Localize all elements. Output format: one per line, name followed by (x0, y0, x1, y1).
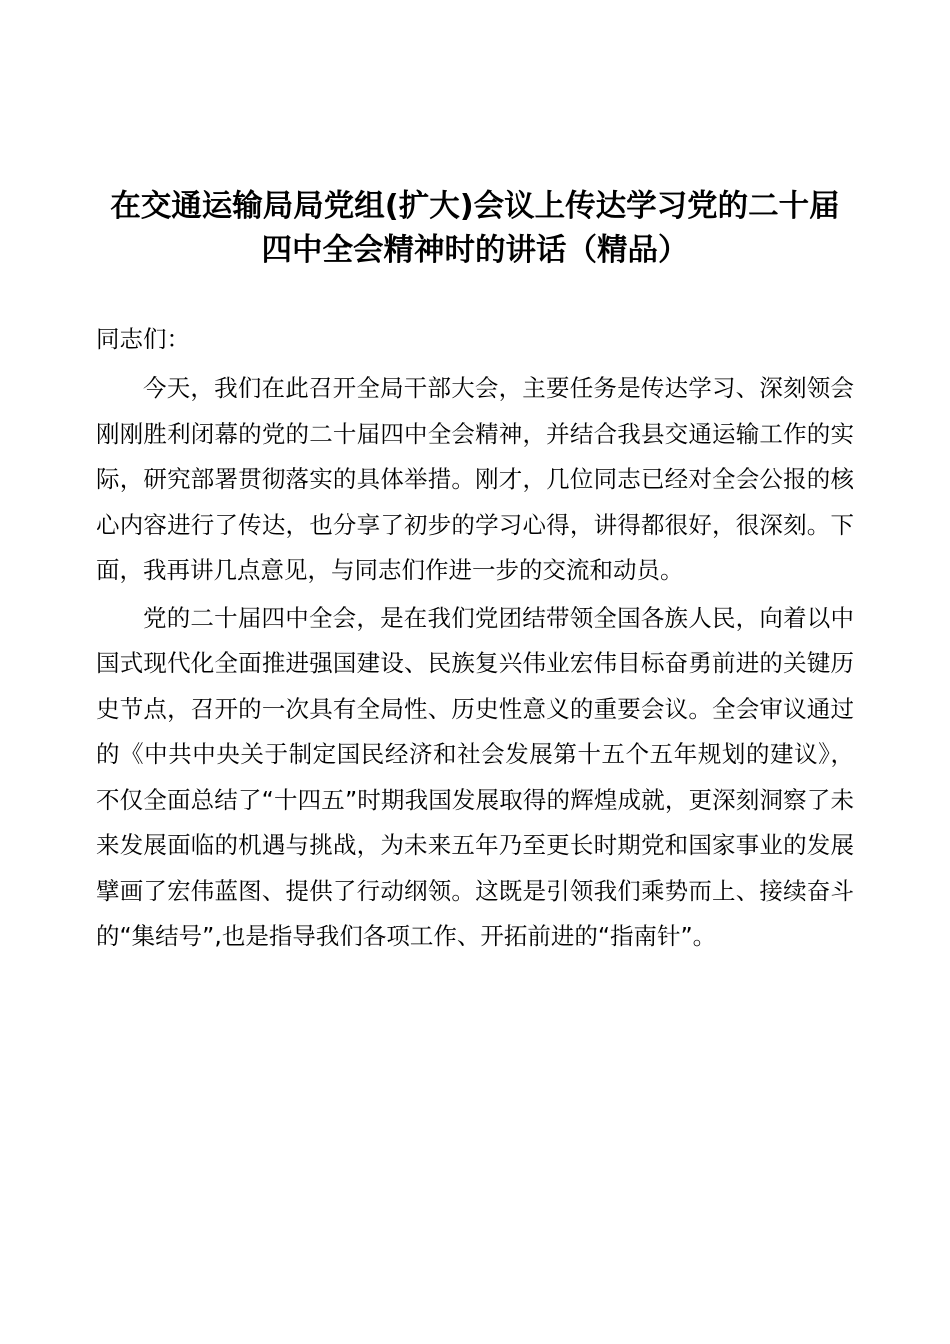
page-title: 在交通运输局局党组(扩大)会议上传达学习党的二十届四中全会精神时的讲话（精品） (110, 189, 840, 268)
salutation: 同志们： (96, 325, 190, 353)
paragraph-1: 今天，我们在此召开全局干部大会，主要任务是传达学习、深刻领会刚刚胜利闭幕的党的二十届四中全会精神，并结合我县交通运输工作的实际，研究部署贯彻落实的具体举措。刚才，几位同志已经对全会公报的核心内容进行了传达，也分享了初步的学习心得，讲得都很好，很深刻。下面，我再讲几点意见，与同志们作进一步的交流和动员。 (96, 374, 854, 584)
paragraph-2: 党的二十届四中全会，是在我们党团结带领全国各族人民，向着以中国式现代化全面推进强国建设、民族复兴伟业宏伟目标奋勇前进的关键历史节点，召开的一次具有全局性、历史性意义的重要会议。全会审议通过的《中共中央关于制定国民经济和社会发展第十五个五年规划的建议》，不仅全面总结了“十四五”时期我国发展取得的辉煌成就，更深刻洞察了未来发展面临的机遇与挑战，为未来五年乃至更长时期党和国家事业的发展擘画了宏伟蓝图、提供了行动纲领。这既是引领我们乘势而上、接续奋斗的“集结号”,也是指导我们各项工作、开拓前进的“指南针”。 (96, 603, 854, 950)
